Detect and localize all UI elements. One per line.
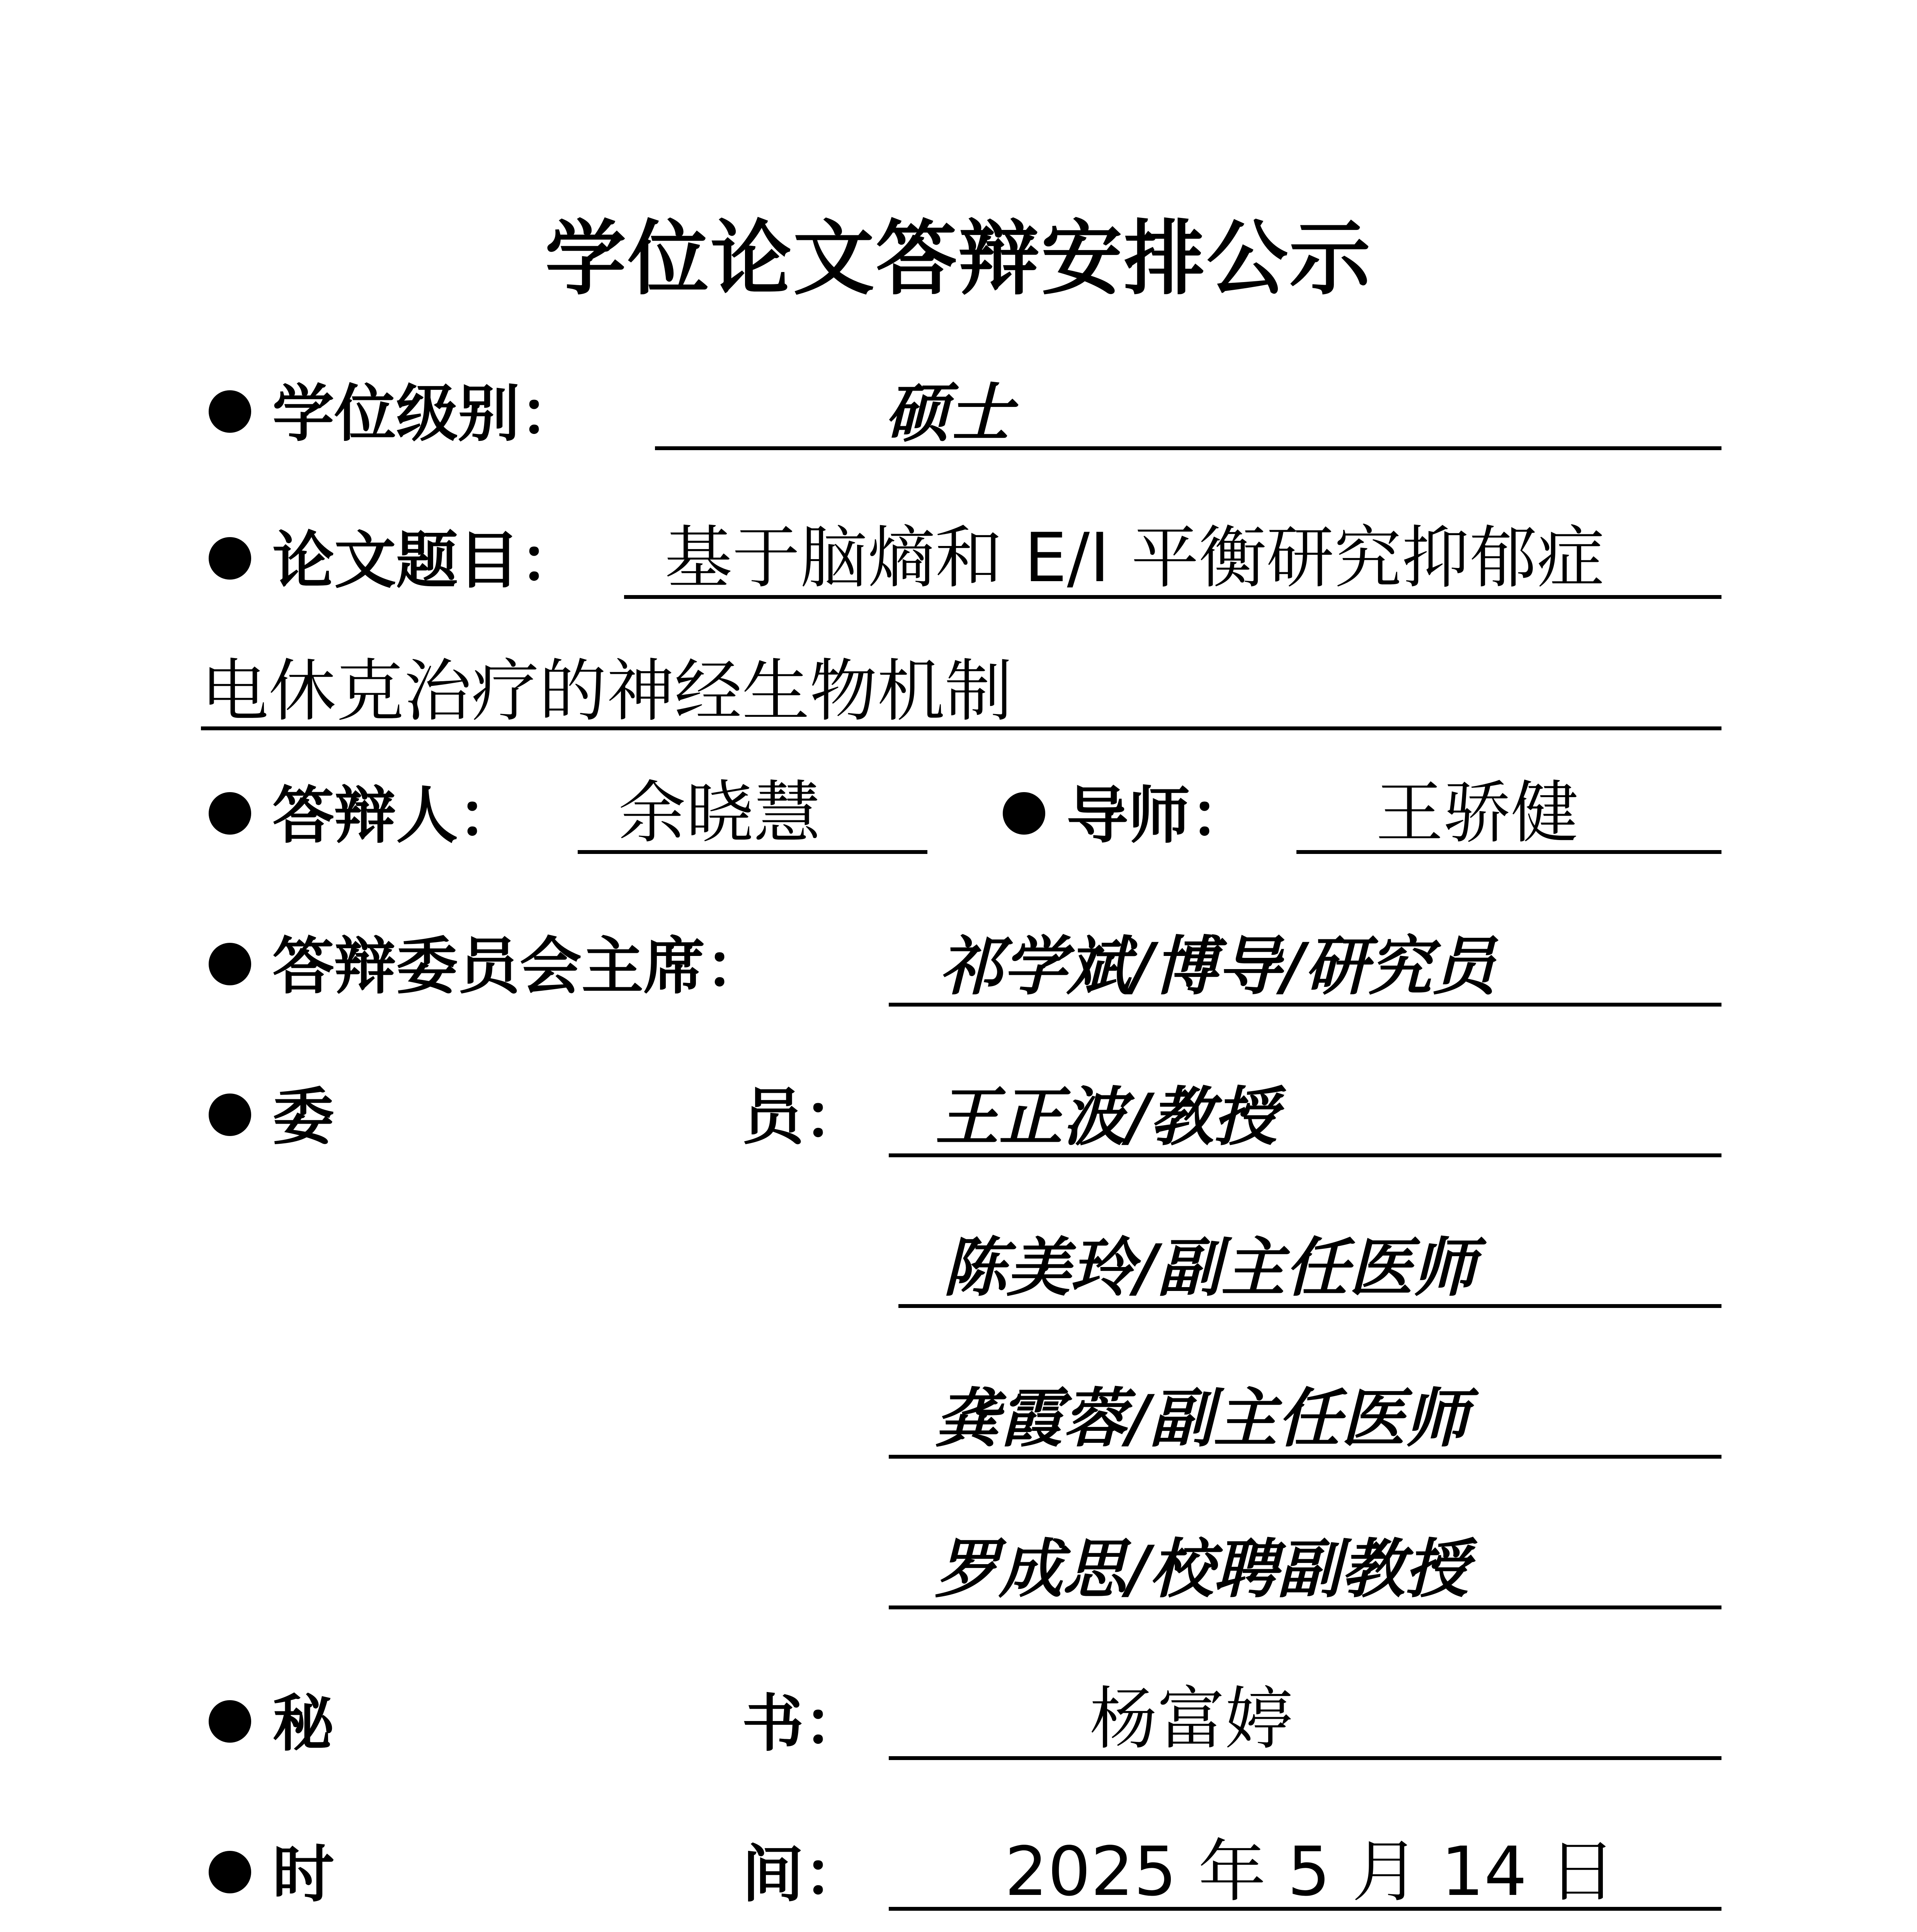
advisor-label: 导师： [1067,779,1252,852]
time-label-left: 时 [272,1838,335,1910]
member-item: 陈美玲/副主任医师 [943,1230,1476,1305]
bullet-icon [209,1700,251,1743]
thesis-underline-2 [201,726,1721,730]
member-item: 罗成思/校聘副教授 [935,1531,1469,1606]
members-label-left: 委 [272,1080,335,1153]
chair-label: 答辩委员会主席： [272,930,767,1002]
member-underline [889,1605,1721,1609]
thesis-label: 论文题目： [272,524,582,597]
advisor-underline [1296,850,1721,854]
member-underline [889,1153,1721,1157]
bullet-icon [209,390,251,433]
secretary-label-left: 秘 [272,1687,335,1760]
page-title: 学位论文答辩安排公示 [545,211,1372,306]
secretary-label-right: 书： [742,1687,866,1760]
defendant-value: 余晓慧 [618,774,821,852]
degree-value: 硕士 [885,375,1012,450]
thesis-value-line2: 电休克治疗的神经生物机制 [201,652,1012,731]
thesis-value-line1: 基于脑熵和 E/I 平衡研究抑郁症 [665,519,1605,597]
members-label-right: 员： [742,1080,866,1153]
time-label-right: 间： [742,1838,866,1910]
bullet-icon [209,943,251,985]
bullet-icon [1003,792,1045,835]
thesis-underline-1 [624,595,1721,599]
bullet-icon [209,537,251,580]
member-underline [898,1304,1721,1308]
advisor-value: 王骄健 [1376,774,1579,852]
member-underline [889,1455,1721,1459]
bullet-icon [209,1851,251,1893]
member-item: 王正波/教授 [935,1079,1277,1154]
defendant-underline [578,850,927,854]
time-underline [889,1907,1721,1911]
secretary-underline [889,1756,1721,1760]
secretary-value: 杨富婷 [1090,1680,1293,1759]
bullet-icon [209,1094,251,1136]
member-item: 龚霞蓉/副主任医师 [935,1381,1469,1456]
degree-label: 学位级别： [272,377,582,450]
defendant-label: 答辩人： [272,779,520,852]
time-value: 2025 年 5 月 14 日 [1005,1833,1616,1911]
chair-underline [889,1003,1721,1007]
bullet-icon [209,792,251,835]
chair-value: 祁学斌/博导/研究员 [939,929,1496,1003]
degree-underline [655,446,1721,450]
